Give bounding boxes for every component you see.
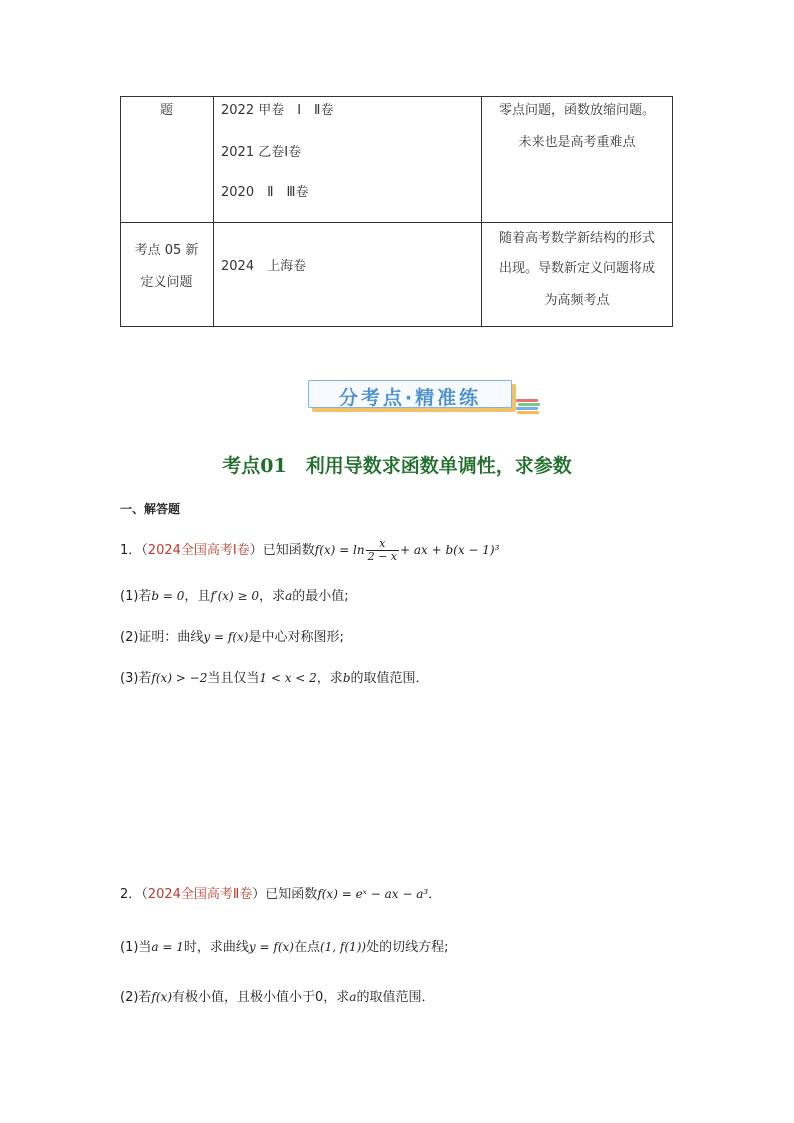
source-bracket: ） <box>252 887 266 902</box>
text: ，求 <box>259 589 286 604</box>
table-col-divider-1 <box>213 96 214 327</box>
question-source: 2024全国高考Ⅰ卷 <box>147 543 250 558</box>
table-border-left <box>120 96 121 327</box>
table-row-divider <box>120 222 673 223</box>
question-1-part-1 <box>120 586 349 607</box>
subsection-title: 一、解答题 <box>120 502 181 516</box>
table-cell-topic-line: 考点 05 新 <box>134 243 199 258</box>
fraction-denominator: 2 − x <box>367 550 397 563</box>
table-border-right <box>672 96 673 327</box>
table-cell-topic: 题 <box>159 103 173 118</box>
table-cell-note-line: 随着高考数学新结构的形式 <box>498 231 655 246</box>
question-number: 2． <box>120 887 142 902</box>
formula: a <box>349 990 357 1004</box>
text: 有极小值，且极小值小于0，求 <box>172 990 350 1005</box>
formula: y = f(x) <box>203 630 249 644</box>
badge-text: 分考点·精准练 <box>338 387 482 409</box>
formula: y = f(x) <box>248 940 294 954</box>
text: ，求 <box>316 671 343 686</box>
table-cell-exam-line: 2020 Ⅱ Ⅲ卷 <box>221 185 309 200</box>
text: 当且仅当 <box>207 671 260 686</box>
formula: b = 0 <box>151 589 185 603</box>
text: ，且 <box>184 589 211 604</box>
text: 在点 <box>293 940 320 955</box>
formula-part: + ax + b(x − 1)³ <box>400 543 500 557</box>
question-source: 2024全国高考Ⅱ卷 <box>147 887 253 902</box>
fraction <box>366 538 399 563</box>
question-1-part-3 <box>120 668 429 689</box>
source-bracket: （ <box>141 543 148 558</box>
text: (1)若 <box>120 589 152 604</box>
question-2-part-2 <box>120 987 434 1008</box>
formula: a <box>285 589 293 603</box>
formula: a = 1 <box>151 940 184 954</box>
text: 时，求曲线 <box>183 940 249 955</box>
table-cell-note-line: 为高频考点 <box>544 293 610 308</box>
question-2-part-1 <box>120 937 448 958</box>
question-text: 已知函数 <box>262 543 315 558</box>
text: 处的切线方程; <box>366 940 449 955</box>
table-cell-note-line: 零点问题，函数放缩问题。 <box>498 103 655 118</box>
text: (2)证明：曲线 <box>120 630 204 645</box>
books-icon <box>516 398 540 414</box>
text: ． <box>428 887 442 902</box>
table-cell-note-line: 出现。导数新定义问题将成 <box>498 261 655 276</box>
table-cell-note-line: 未来也是高考重难点 <box>518 135 636 150</box>
fraction-numerator: x <box>379 537 386 550</box>
text: 是中心对称图形; <box>248 630 344 645</box>
question-text: 已知函数 <box>265 887 318 902</box>
question-1-stem <box>120 538 499 563</box>
question-number: 1． <box>120 543 142 558</box>
exam-table <box>120 96 673 327</box>
question-1-part-2 <box>120 627 344 648</box>
formula: f(x) <box>151 990 172 1004</box>
table-cell-exam-line: 2022 甲卷 Ⅰ Ⅱ卷 <box>221 103 334 118</box>
text: 的取值范围． <box>356 990 435 1005</box>
source-bracket: ） <box>249 543 263 558</box>
table-cell-exam-line: 2021 乙卷Ⅰ卷 <box>221 145 302 160</box>
question-2-stem <box>120 884 441 905</box>
text: 的取值范围． <box>350 671 429 686</box>
text: (2)若 <box>120 990 152 1005</box>
section-badge <box>308 380 516 412</box>
text: (3)若 <box>120 671 152 686</box>
formula: f(x) = eˣ − ax − a³ <box>317 887 429 901</box>
formula: f(x) > −2 <box>151 671 208 685</box>
table-cell-exam: 2024 上海卷 <box>221 259 307 274</box>
table-border-top <box>120 96 673 97</box>
formula-part: f(x) = ln <box>314 543 365 557</box>
table-cell-topic-line: 定义问题 <box>140 275 193 290</box>
text: 的最小值; <box>292 589 349 604</box>
source-bracket: （ <box>141 887 148 902</box>
formula: 1 < x < 2 <box>259 671 317 685</box>
table-border-bottom <box>120 326 673 327</box>
text: (1)当 <box>120 940 152 955</box>
formula: (1, f(1)) <box>319 940 367 954</box>
section-title: 考点01 利用导数求函数单调性，求参数 <box>222 455 572 477</box>
formula: b <box>342 671 351 685</box>
formula: f′(x) ≥ 0 <box>210 589 260 603</box>
